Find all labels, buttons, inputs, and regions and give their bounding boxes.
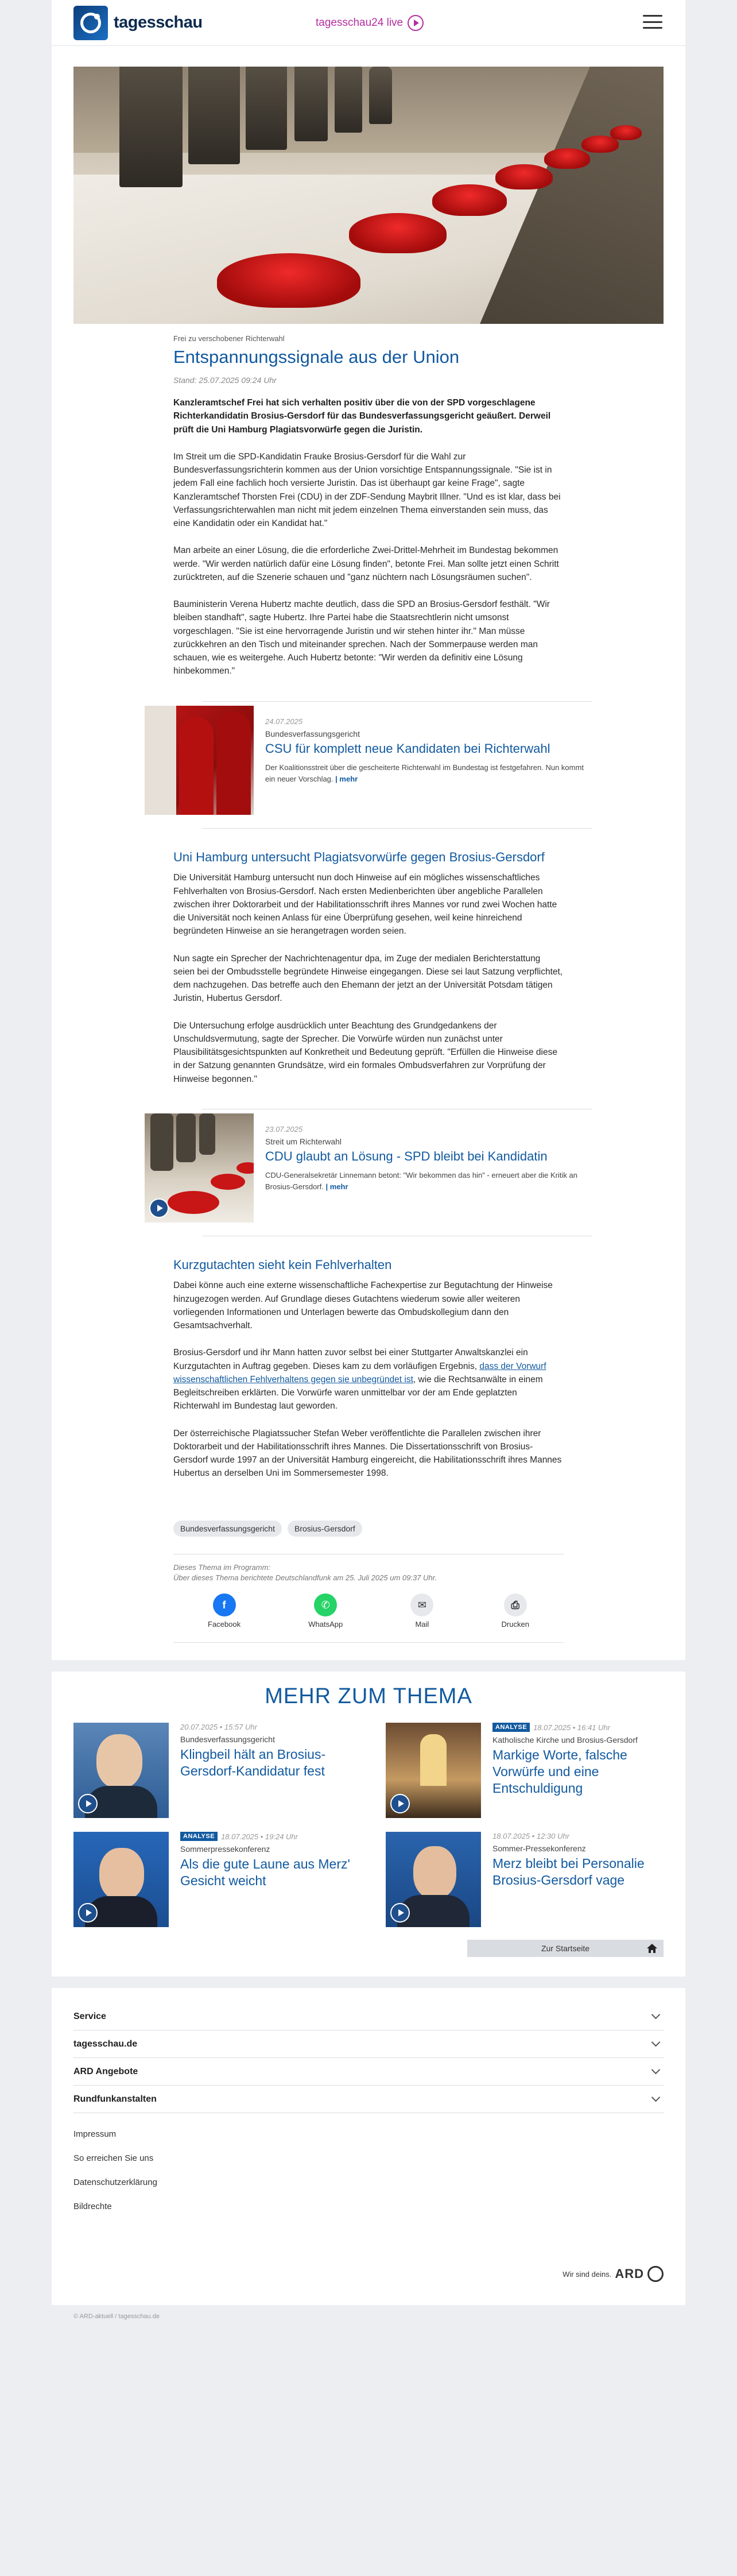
card-image (386, 1723, 481, 1818)
teaser-image (145, 706, 254, 815)
related-section (52, 1672, 685, 1977)
teaser-text: Der Koalitionsstreit über die gescheiterte Richterwahl im Bundestag ist festgefahren. Nun kommt ein neuer Vorschlag. | mehr (265, 763, 584, 784)
related-card[interactable]: ANALYSE 18.07.2025 • 19:24 Uhr Sommerpressekonferenz Als die gute Laune aus Merz' Gesicht weicht (73, 1832, 351, 1927)
article-lead: Kanzleramtschef Frei hat sich verhalten positiv über die von der SPD vorgeschlagene Richterkandidatin Brosius-Gersdorf für das Bundesverfassungsgericht geäußert. Derweil prüft die Uni Hamburg Plagiatsvorwürfe gegen die Juristin. (173, 398, 551, 435)
brand-name: tagesschau (114, 13, 203, 32)
related-card[interactable]: ANALYSE 18.07.2025 • 16:41 Uhr Katholische Kirche und Brosius-Gersdorf Markige Worte, falsche Vorwürfe und eine Entschuldigung (386, 1723, 664, 1818)
teaser-kicker: Streit um Richterwahl (265, 1136, 342, 1146)
tag-brosius-gersdorf[interactable]: Brosius-Gersdorf (288, 1521, 362, 1537)
related-heading: MEHR ZUM THEMA (265, 1684, 472, 1708)
page (52, 0, 685, 2328)
paragraph: Brosius-Gersdorf und ihr Mann hatten zuvor selbst bei einer Stuttgarter Anwaltskanzlei ein Kurzgutachten in Auftrag gegeben. Dieses kam zu dem vorläufigen Ergebnis, dass der Vorwurf wissenschaftlichen Fehlverhaltens gegen sie unbegründet ist, wie die Rechtsanwälte in einem Begleitschreiben erklärten. Die Vorwürfe waren unmittelbar vor der am Ende geplatzten Richterwahl im Bundestag laut geworden. (173, 1348, 546, 1411)
video-play-icon[interactable] (78, 1794, 98, 1813)
ard-logo-link[interactable]: Wir sind deins. ARD (73, 2266, 664, 2282)
hero-image (73, 67, 664, 324)
whatsapp-icon: ✆ (314, 1593, 337, 1616)
share-whatsapp-button[interactable]: ✆ WhatsApp (308, 1593, 343, 1629)
paragraph: Die Untersuchung erfolge ausdrücklich unter Beachtung des Grundgedankens der Unschuldsvermutung, sagte der Sprecher. Die Vorwürfe würden nun zunächst unter Plausibilitätsgesichtspunkten auf Konkretheit und Bedeutung geprüft. "Erfüllen die Hinweise diese in der Satzung genannten Grundsätze, wird ein formales Ombudsverfahren zur Vorprüfung der Hinweise begonnen." (173, 1020, 557, 1084)
chevron-down-icon (651, 2010, 661, 2020)
article-title: Entspannungssignale aus der Union (173, 347, 460, 367)
article-continued (173, 815, 564, 1086)
share-mail-button[interactable]: ✉ Mail (410, 1593, 433, 1629)
live-label: tagesschau24 live (316, 17, 404, 29)
footer-link-privacy[interactable]: Datenschutzerklärung (73, 2177, 157, 2187)
card-image (73, 1832, 169, 1927)
article-date: Stand: 25.07.2025 09:24 Uhr (173, 376, 277, 385)
article-continued (173, 1223, 564, 1480)
chevron-down-icon (651, 2038, 661, 2047)
footer-link-impressum[interactable]: Impressum (73, 2129, 117, 2139)
teaser-kicker: Bundesverfassungsgericht (265, 729, 360, 738)
hamburger-menu-icon[interactable] (643, 15, 662, 29)
facebook-icon: f (213, 1593, 236, 1616)
footer-accordion-rundfunk[interactable]: Rundfunkanstalten (73, 2086, 664, 2113)
paragraph: Der österreichische Plagiatssucher Stefan Weber veröffentlichte die Parallelen zwischen ihrer Doktorarbeit und der Habilitationsschrift ihres Mannes. Die Dissertationsschrift von Brosius-Gersdorf wurde 1997 an der Universität Hamburg eingereicht, die Habilitationsschrift ihres Mannes Hubertus an derselben Uni im Sommersemester 1998. (173, 1428, 562, 1479)
teaser-title: CSU für komplett neue Kandidaten bei Richterwahl (265, 741, 550, 756)
teaser-cdu[interactable] (145, 1113, 592, 1223)
copyright: © ARD-aktuell / tagesschau.de (52, 2305, 685, 2328)
analyse-badge: ANALYSE (180, 1832, 218, 1841)
section-heading: Uni Hamburg untersucht Plagiatsvorwürfe gegen Brosius-Gersdorf (173, 849, 545, 864)
more-link: | mehr (335, 775, 358, 784)
teaser-text: CDU-Generalsekretär Linnemann betont: "Wir bekommen das hin" - erneuert aber die Kritik an Brosius-Gersdorf. | mehr (265, 1171, 577, 1192)
print-icon: ⎙ (504, 1593, 527, 1616)
mail-icon: ✉ (410, 1593, 433, 1616)
program-text: Über dieses Thema berichtete Deutschlandfunk am 25. Juli 2025 um 09:37 Uhr. (173, 1573, 437, 1582)
related-card[interactable]: 18.07.2025 • 12:30 Uhr Sommer-Pressekonferenz Merz bleibt bei Personalie Brosius-Gersdorf vage (386, 1832, 664, 1927)
footer-link-contact[interactable]: So erreichen Sie uns (73, 2153, 154, 2163)
teaser-date: 24.07.2025 (265, 717, 303, 726)
video-play-icon[interactable] (390, 1903, 410, 1923)
paragraph: Im Streit um die SPD-Kandidatin Frauke Brosius-Gersdorf für die Wahl zur Bundesverfassungsrichterin kommen aus der Union vorsichtige Entspannungssignale. "Sie ist in jedem Fall eine fachlich hoch versierte Juristin. Das ist überhaupt gar keine Frage", sagte Kanzleramtschef Thorsten Frei (CDU) in der ZDF-Sendung Maybrit Illner. "Und es ist klar, dass bei Verfassungsrichterwahlen man nicht mit jedem einzelnen Thema einverstanden sein muss, das eine Kandidatin oder ein Kandidat hat." (173, 451, 561, 529)
tagesschau-logo-icon (73, 6, 108, 40)
paragraph: Nun sagte ein Sprecher der Nachrichtenagentur dpa, im Zuge der medialen Berichterstattung seien bei der Ombudsstelle begründete Hinweise eingegangen. Diese sei laut Satzung verpflichtet, dem nachzugehen. Das betreffe auch den Ehemann der jetzt an der Universität Potsdam tätigen Juristin, Hubertus Gersdorf. (173, 953, 563, 1004)
video-play-icon[interactable] (78, 1903, 98, 1923)
paragraph: Die Universität Hamburg untersucht nun doch Hinweise auf ein mögliches wissenschaftliches Fehlverhalten von Brosius-Gersdorf. Nach ersten Medienberichten über angebliche Parallelen zwischen ihrer Doktorarbeit und der Habilitationsschrift ihres Mannes vor rund zwei Wochen hatte die Universität noch keinen Anlass für eine Überprüfung gesehen, weil keine hinreichend begründeten Hinweise an sie herangetragen worden seien. (173, 873, 557, 937)
inline-link[interactable]: dass der Vorwurf wissenschaftlichen Fehlverhaltens gegen sie unbegründet ist (173, 1361, 546, 1384)
card-image (386, 1832, 481, 1927)
site-footer (52, 1988, 685, 2305)
site-header (52, 0, 685, 46)
video-play-icon[interactable] (149, 1198, 169, 1218)
play-icon (408, 15, 424, 31)
footer-accordion-tagesschau[interactable]: tagesschau.de (73, 2030, 664, 2058)
paragraph: Bauministerin Verena Hubertz machte deutlich, dass die SPD an Brosius-Gersdorf festhält. "Wir bleiben standhaft", sagte Hubertz. Ihre Partei habe die Staatsrechtlerin nicht umsonst vorgeschlagen. "Sie ist eine hervorragende Juristin und wir stehen hinter ihr." Man müsse zurückkehren an den Tisch und miteinander sprechen. Nach der Sommerpause werden man schauen, wie es weitergehe. Auch Hubertz betonte: "Wir werden da definitiv eine Lösung hinbekommen." (173, 599, 550, 676)
tag-bundesverfassungsgericht[interactable]: Bundesverfassungsgericht (173, 1521, 282, 1537)
teaser-title: CDU glaubt an Lösung - SPD bleibt bei Kandidatin (265, 1148, 548, 1163)
tag-list (173, 1521, 564, 1537)
more-link: | mehr (325, 1182, 348, 1192)
teaser-csu[interactable] (145, 706, 592, 815)
related-card[interactable]: 20.07.2025 • 15:57 Uhr Bundesverfassungsgericht Klingbeil hält an Brosius-Gersdorf-Kandidatur fest (73, 1723, 351, 1818)
footer-links (73, 2113, 664, 2226)
live-stream-link[interactable] (316, 15, 424, 31)
footer-accordion-ard[interactable]: ARD Angebote (73, 2058, 664, 2086)
print-button[interactable]: ⎙ Drucken (502, 1593, 529, 1629)
ard-logo-icon (647, 2266, 664, 2282)
teaser-date: 23.07.2025 (265, 1124, 303, 1134)
share-bar (173, 1593, 564, 1629)
logo-link[interactable] (73, 6, 203, 40)
chevron-down-icon (651, 2093, 661, 2102)
teaser-image (145, 1113, 254, 1223)
home-icon (646, 1943, 658, 1954)
share-facebook-button[interactable]: f Facebook (208, 1593, 241, 1629)
article (173, 324, 564, 678)
footer-link-image-rights[interactable]: Bildrechte (73, 2202, 112, 2211)
card-image (73, 1723, 169, 1818)
chevron-down-icon (651, 2066, 661, 2075)
footer-accordion-service[interactable]: Service (73, 2003, 664, 2030)
program-label: Dieses Thema im Programm: (173, 1562, 271, 1572)
paragraph: Dabei könne auch eine externe wissenschaftliche Fachexpertise zur Begutachtung der Hinweise hinzugezogen werden. Auf Grundlage dieses Gutachtens wiederum sowie aller weiteren vorliegenden Informationen und Unterlagen bewerte das Ombudskollegium dann den Gesamtsachverhalt. (173, 1281, 553, 1331)
audio-icon[interactable] (390, 1794, 410, 1813)
program-note (173, 1554, 564, 1583)
analyse-badge: ANALYSE (492, 1723, 530, 1732)
section-heading: Kurzgutachten sieht kein Fehlverhalten (173, 1257, 392, 1272)
article-kicker: Frei zu verschobener Richterwahl (173, 334, 285, 343)
home-link-button[interactable]: Zur Startseite (467, 1940, 664, 1957)
paragraph: Man arbeite an einer Lösung, die die erforderliche Zwei-Drittel-Mehrheit im Bundestag bekommen werde. "Wir werden natürlich dafür eine Lösung finden", betonte Frei. Man sollte jetzt einen Schritt zurücktreten, auf die Szenerie schauen und "ganz nüchtern nach Lösungsräumen suchen". (173, 546, 559, 582)
